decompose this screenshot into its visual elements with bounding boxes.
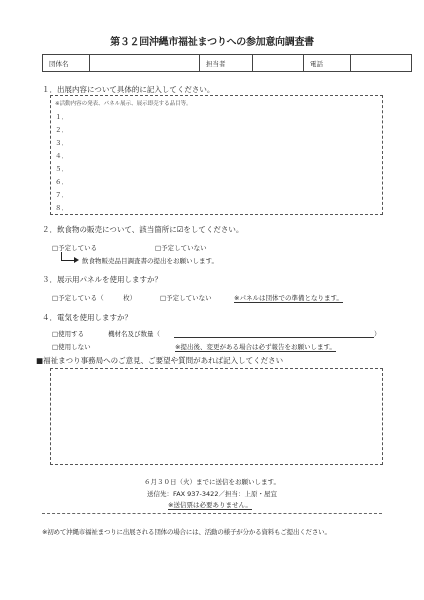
q1-item-5: ５． (55, 165, 68, 173)
q4-option-use[interactable]: □使用する (52, 330, 85, 338)
q1-box[interactable] (50, 95, 383, 215)
group-name-field[interactable] (90, 55, 200, 72)
q4-equipment-field[interactable] (174, 337, 374, 338)
q4-note: ※提出後、変更がある場合は必ず報告をお願いします。 (175, 343, 336, 351)
q5-label: ■福祉まつり事務局へのご意見、ご要望や質問があれば記入してください (36, 356, 284, 365)
q1-label: １．出展内容について具体的に記入してください。 (42, 85, 215, 94)
q4-equipment-label: 機材名及び数量（ (108, 330, 160, 338)
group-name-label: 団体名 (43, 55, 90, 72)
q1-item-6: ６． (55, 178, 68, 186)
q1-item-3: ３． (55, 139, 68, 147)
q1-item-2: ２． (55, 126, 68, 134)
no-cover-note: ※送信票は必要ありません。 (168, 501, 252, 509)
q4-equipment-close: ） (374, 330, 381, 338)
final-note: ※初めて沖縄市福祉まつりに出展される団体の場合には、活動の様子が分かる資料もご提出ください。 (42, 528, 331, 536)
arrow-right-icon (74, 257, 79, 263)
q3-option-yes[interactable]: □予定している（ 枚） (52, 294, 137, 302)
q1-item-4: ４． (55, 152, 68, 160)
q4-label: ４．電気を使用しますか？ (42, 313, 132, 322)
contact-text: 送信先：FAX 937-3422／担当：上原・屋宜 (147, 490, 277, 498)
q2-followup: 飲食物販売品目調査書の提出をお願いします。 (82, 257, 218, 265)
q3-option-no[interactable]: □予定していない (160, 294, 212, 302)
divider (42, 513, 382, 514)
q3-note: ※パネルは団体での準備となります。 (234, 294, 343, 302)
q1-item-8: ８． (55, 204, 68, 212)
q1-item-7: ７． (55, 191, 68, 199)
q1-note: ※活動内容の発表、パネル展示、展示即売する品目等。 (55, 101, 192, 107)
deadline-text: ６月３０日（火）までに送信をお願いします。 (144, 478, 280, 486)
q4-option-no[interactable]: □使用しない (52, 343, 91, 351)
arrow-line (61, 260, 75, 261)
phone-field[interactable] (351, 55, 412, 72)
info-table (42, 54, 412, 72)
q1-item-1: １． (55, 113, 68, 121)
person-label: 担当者 (200, 55, 253, 72)
q2-label: ２．飲食物の販売について、該当箇所に☑をしてください。 (42, 225, 244, 234)
phone-label: 電話 (304, 55, 351, 72)
q3-label: ３．展示用パネルを使用しますか？ (42, 275, 162, 284)
q2-option-yes[interactable]: □予定している (52, 244, 98, 252)
person-field[interactable] (253, 55, 304, 72)
q2-option-no[interactable]: □予定していない (155, 244, 207, 252)
page-title: 第３２回沖縄市福祉まつりへの参加意向調査書 (110, 37, 314, 48)
comments-box[interactable] (50, 368, 383, 465)
